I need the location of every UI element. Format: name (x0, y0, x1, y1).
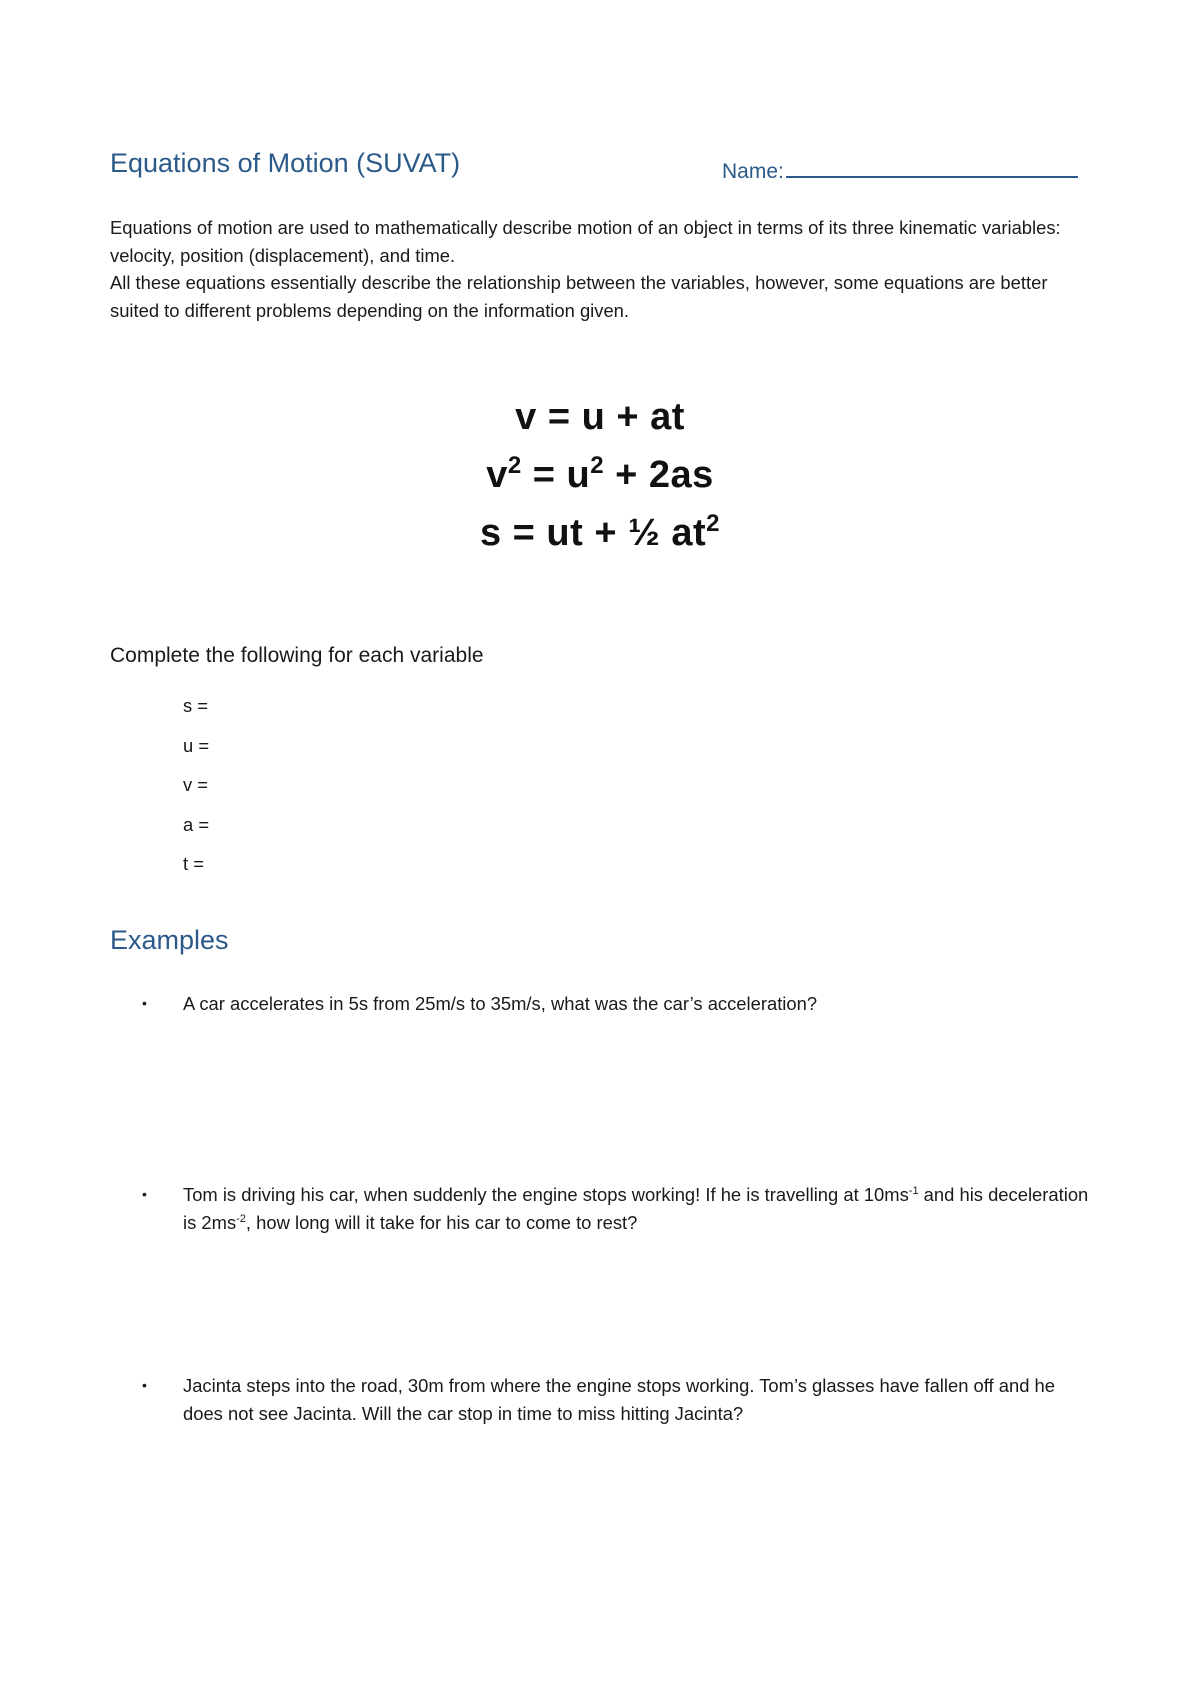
intro-text (110, 214, 1100, 324)
equation-3-main: s = ut + ½ at (479, 512, 707, 554)
header (110, 148, 1090, 188)
variable-u[interactable]: u = (183, 734, 210, 756)
examples-heading: Examples (110, 925, 229, 955)
equation-3 (0, 504, 1200, 562)
name-label: Name: (722, 160, 784, 183)
equation-2-v: v (486, 454, 508, 496)
page-title: Equations of Motion (SUVAT) (110, 148, 461, 178)
name-blank-line[interactable] (786, 156, 1078, 178)
variable-t[interactable]: t = (183, 853, 204, 874)
example-2-sup-2: -2 (236, 1212, 246, 1225)
example-2-part-c: , how long will it take for his car to come to rest? (245, 1211, 638, 1233)
suvat-equations (0, 388, 1200, 562)
example-2-text (183, 1181, 1095, 1236)
variables-list (183, 686, 209, 884)
equation-2-sup-u: 2 (590, 452, 605, 479)
example-2-part-b: and his deceleration is 2ms (183, 1184, 1089, 1233)
equation-2-u: = u (521, 454, 591, 496)
example-2-sup-1: -1 (908, 1184, 919, 1197)
variables-heading: Complete the following for each variable (110, 644, 484, 667)
equation-3-sup: 2 (706, 510, 720, 537)
equation-2 (0, 446, 1200, 504)
example-2-part-a: Tom is driving his car, when suddenly the engine stops working! If he is travelling at 10ms (183, 1184, 909, 1205)
bullet-icon: • (142, 1186, 147, 1202)
bullet-icon: • (142, 1377, 147, 1393)
example-3 (110, 1372, 1095, 1427)
variable-s[interactable]: s = (183, 695, 209, 716)
example-2 (110, 1181, 1095, 1236)
intro-paragraph-1: Equations of motion are used to mathematically describe motion of an object in terms of its three kinematic variables: velocity, position (displacement), and time. (110, 217, 1061, 266)
equation-2-rest: + 2as (604, 454, 714, 496)
name-field (722, 156, 1078, 184)
example-1 (110, 990, 1095, 1018)
intro-paragraph-2: All these equations essentially describe the relationship between the variables, however, some equations are better suited to different problems depending on the information given. (110, 272, 1048, 321)
example-1-text: A car accelerates in 5s from 25m/s to 35m/s, what was the car’s acceleration? (183, 993, 818, 1014)
bullet-icon: • (142, 995, 147, 1011)
example-3-text: Jacinta steps into the road, 30m from where the engine stops working. Tom’s glasses have fallen off and he does not see Jacinta. Will the car stop in time to miss hitting Jacinta? (183, 1375, 1056, 1424)
variable-a[interactable]: a = (183, 813, 210, 835)
equation-1: v = u + at (515, 396, 685, 438)
variable-v[interactable]: v = (183, 774, 209, 795)
equation-2-sup-v: 2 (507, 452, 522, 479)
